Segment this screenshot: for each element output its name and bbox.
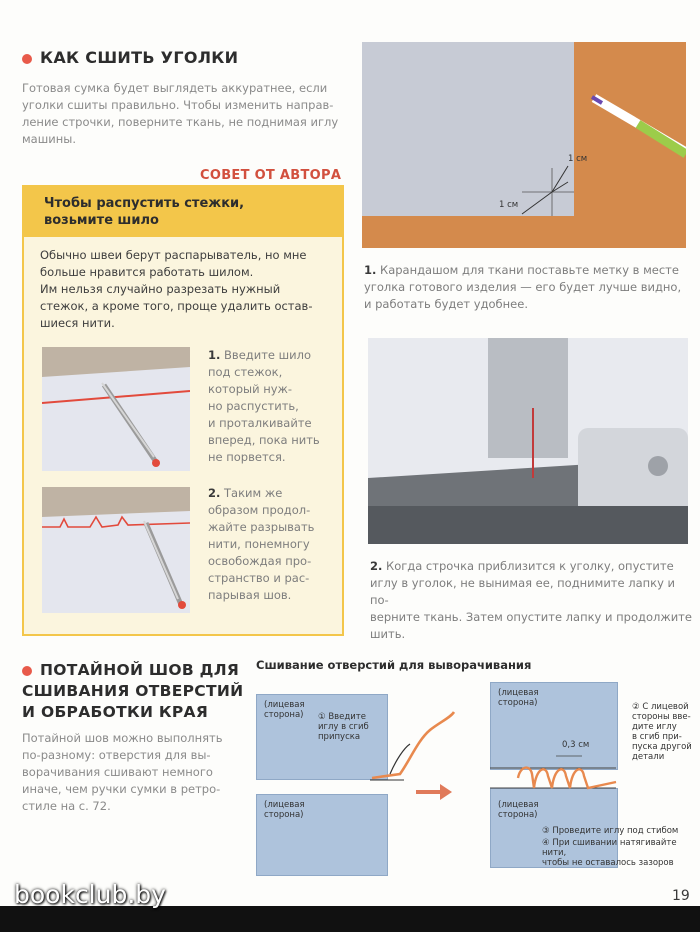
page-number: 19 <box>672 888 690 904</box>
tip-step2-text: 2. Таким же образом продол- жайте разрывать нити, понемногу освобождая про- странство и рас- парывая шов. <box>208 486 315 602</box>
intro-text: Готовая сумка будет выглядеть аккуратнее, если уголки сшиты правильно. Чтобы изменить направ- ление строчки, поверните ткань, не поднимая иглу машины. <box>22 81 339 146</box>
watermark-text: bookclub.by <box>14 880 166 909</box>
marking-photo <box>362 42 686 248</box>
blind-stitch-text: Потайной шов можно выполнять по-разному: отверстия для вы- ворачивания сшивают немного иначе, чем ручки сумки в ретро- стиле на с. 72. <box>22 731 223 813</box>
mark-label-b: 1 см <box>499 200 519 210</box>
section-title-blind-stitch: ПОТАЙНОЙ ШОВ ДЛЯ СШИВАНИЯ ОТВЕРСТИЙ И ОБРАБОТКИ КРАЯ <box>22 661 244 721</box>
tip-header-text: Чтобы распустить стежки, возьмите шило <box>44 196 245 228</box>
diagram-title: Сшивание отверстий для выворачивания <box>256 658 532 672</box>
tip-step1-text: 1. Введите шило под стежок, который нуж- но распустить, и проталкивайте вперед, пока нить не порвется. <box>208 348 320 464</box>
tip-body: Обычно швеи берут распарыватель, но мне больше нравится работать шилом. Им нельзя случайно разрезать нужный стежок, а кроме того, проще удалить остав- шиеся нити. <box>40 248 313 330</box>
awl-photo-1 <box>42 347 190 471</box>
sewing-machine-photo <box>368 338 688 544</box>
step1-label: ① Введите иглу в сгиб припуска <box>318 712 369 742</box>
step2-label: ② С лицевой стороны вве- дите иглу в сгиб при- пуска другой детали <box>632 702 692 762</box>
tip-label: СОВЕТ ОТ АВТОРА <box>200 168 342 183</box>
face-label-rt: (лицевая сторона) <box>498 688 539 708</box>
face-label-lt: (лицевая сторона) <box>264 700 305 720</box>
bullet-dot <box>22 54 32 64</box>
arrow-right-icon <box>414 782 454 802</box>
caption-step2: 2. Когда строчка приблизится к уголку, опустите иглу в уголок, не вынимая ее, поднимите лапку и по- верните ткань. Затем опустите лапку и продолжите шить. <box>370 559 692 641</box>
section-title-corners: КАК СШИТЬ УГОЛКИ <box>40 48 239 67</box>
caption-step1: 1. Карандашом для ткани поставьте метку в месте уголка готового изделия — его будет лучше видно, и работать будет удобнее. <box>364 263 682 311</box>
tip-header <box>24 187 342 237</box>
measure-label: 0,3 см <box>562 740 590 750</box>
tip-box <box>22 185 344 636</box>
mark-label-a: 1 см <box>568 154 588 164</box>
awl-photo-2 <box>42 487 190 613</box>
face-label-lb: (лицевая сторона) <box>264 800 305 820</box>
face-label-rb: (лицевая сторона) <box>498 800 539 820</box>
step3-label: ③ Проведите иглу под стибом <box>542 826 679 836</box>
diagram-stitch-right <box>490 748 620 808</box>
footer-bar <box>0 906 700 932</box>
step4-label: ④ При сшивании натягивайте нити, чтобы не оставалось зазоров <box>542 838 677 868</box>
